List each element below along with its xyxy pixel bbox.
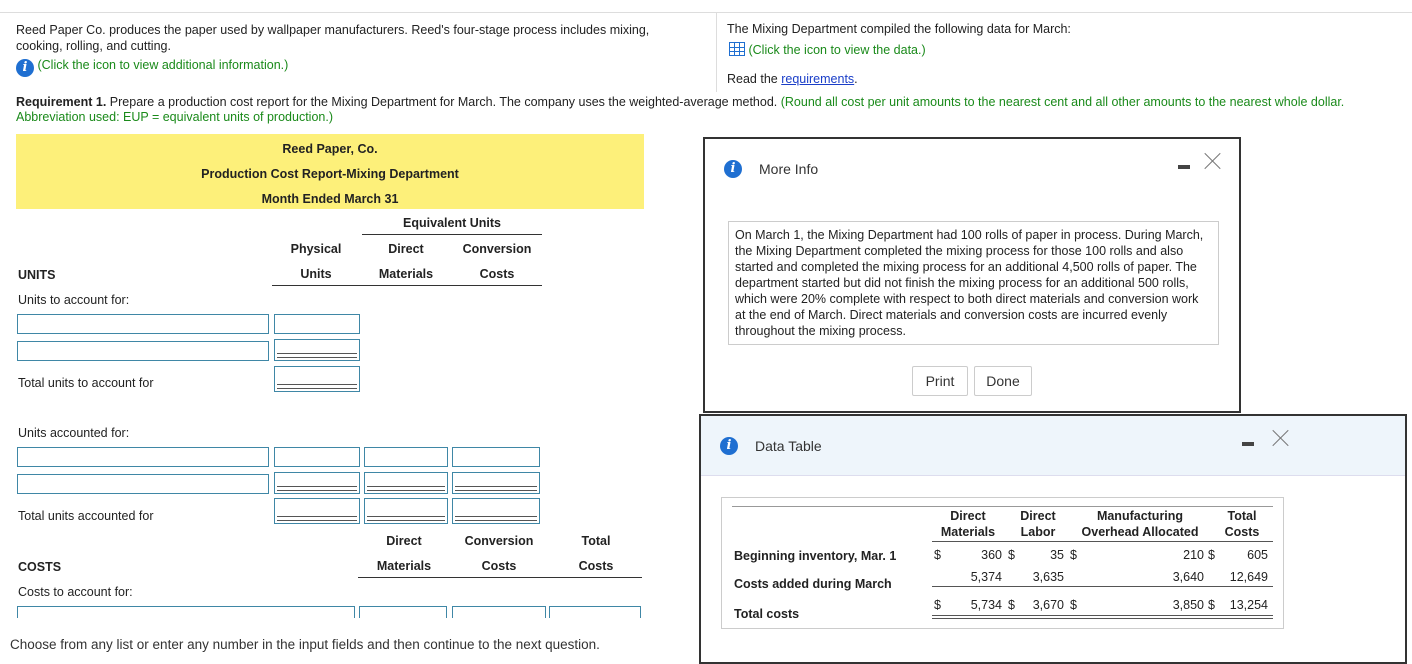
dm-header-line2: Materials — [940, 525, 996, 539]
intro-line-2: cooking, rolling, and cutting. — [16, 39, 171, 53]
costs-total-header: Total — [581, 534, 611, 548]
view-data-link[interactable] — [729, 42, 926, 57]
report-header — [16, 134, 644, 209]
minimize-icon[interactable] — [1242, 442, 1254, 446]
costs-header: Costs — [479, 267, 515, 281]
dollar-sign: $ — [1008, 548, 1015, 562]
conversion-header: Conversion — [462, 242, 532, 256]
row-label: Beginning inventory, Mar. 1 — [734, 549, 897, 563]
more-info-header — [705, 139, 1239, 199]
dollar-sign: $ — [1008, 598, 1015, 612]
units-to-account-label-input-1[interactable] — [17, 314, 269, 334]
total-units-accounted-physical-input[interactable] — [274, 498, 360, 524]
additional-info-text[interactable]: (Click the icon to view additional information.) — [37, 58, 289, 72]
requirements-link[interactable]: requirements — [781, 72, 855, 86]
subtotal-rule — [932, 586, 1273, 587]
row-total: 12,649 — [1229, 570, 1268, 584]
dollar-sign: $ — [1208, 548, 1215, 562]
costs-materials-header: Materials — [376, 559, 432, 573]
requirement-text: Prepare a production cost report for the Mixing Department for March. The company uses the weighted-average method. — [106, 95, 781, 109]
row-dl: 35 — [1050, 548, 1064, 562]
total-units-accounted-dm-input[interactable] — [364, 498, 448, 524]
units-accounted-physical-input-1[interactable] — [274, 447, 360, 467]
units-accounted-label-input-2[interactable] — [17, 474, 269, 494]
units-to-account-label: Units to account for: — [18, 293, 130, 307]
mo-header-line2: Overhead Allocated — [1081, 525, 1199, 539]
data-table-modal[interactable] — [699, 414, 1407, 664]
report-period: Month Ended March 31 — [261, 192, 399, 206]
row-label: Total costs — [734, 607, 800, 621]
units-accounted-dm-input-2[interactable] — [364, 472, 448, 494]
units-accounted-physical-input-2[interactable] — [274, 472, 360, 494]
row-dm: 5,374 — [970, 570, 1002, 584]
read-suffix: . — [854, 72, 858, 86]
more-info-modal[interactable] — [703, 137, 1241, 413]
equivalent-units-header: Equivalent Units — [403, 216, 501, 230]
row-mo: 3,850 — [1172, 598, 1204, 612]
row-dl: 3,670 — [1032, 598, 1064, 612]
mo-header — [1074, 508, 1206, 540]
data-table-top-rule — [732, 506, 1273, 507]
abbreviation-note: Abbreviation used: EUP = equivalent units of production.) — [16, 110, 333, 124]
header-rule — [932, 541, 1273, 542]
costs-costs-header: Costs — [481, 559, 517, 573]
costs-conversion-header: Conversion — [464, 534, 534, 548]
dl-header — [1012, 508, 1064, 540]
costs-total-costs-header: Costs — [578, 559, 614, 573]
units-header-rule — [272, 285, 542, 286]
costs-label-input[interactable] — [17, 606, 355, 618]
materials-header: Materials — [378, 267, 434, 281]
units-accounted-dm-input-1[interactable] — [364, 447, 448, 467]
read-prefix: Read the — [727, 72, 782, 86]
report-title: Production Cost Report-Mixing Department — [201, 167, 459, 181]
units-accounted-label-input-1[interactable] — [17, 447, 269, 467]
physical-header: Physical — [290, 242, 342, 256]
requirement-line — [16, 94, 1412, 110]
costs-header-rule — [358, 577, 642, 578]
row-dl: 3,635 — [1032, 570, 1064, 584]
report-company: Reed Paper, Co. — [282, 142, 378, 156]
units-to-account-physical-input-2[interactable] — [274, 339, 360, 361]
row-mo: 3,640 — [1172, 570, 1204, 584]
dollar-sign: $ — [934, 548, 941, 562]
close-icon[interactable] — [1272, 429, 1290, 447]
costs-direct-header: Direct — [386, 534, 422, 548]
mo-header-line1: Manufacturing — [1096, 509, 1184, 523]
units-accounted-cc-input-2[interactable] — [452, 472, 540, 494]
dollar-sign: $ — [1208, 598, 1215, 612]
total-units-to-account-input[interactable] — [274, 366, 360, 392]
total-units-to-account-label: Total units to account for — [18, 376, 154, 390]
row-label: Costs added during March — [734, 577, 892, 591]
row-dm: 360 — [981, 548, 1002, 562]
requirement-label: Requirement 1. — [16, 95, 107, 109]
more-info-icon: i — [724, 160, 742, 178]
row-mo: 210 — [1183, 548, 1204, 562]
close-icon[interactable] — [1204, 152, 1222, 170]
costs-cc-input[interactable] — [452, 606, 546, 618]
total-header — [1216, 508, 1268, 540]
more-info-title: More Info — [759, 161, 819, 177]
intro-text — [16, 22, 706, 54]
costs-total-input[interactable] — [549, 606, 641, 618]
data-table-header — [701, 416, 1405, 476]
units-to-account-physical-input-1[interactable] — [274, 314, 360, 334]
direct-header: Direct — [388, 242, 424, 256]
row-total: 13,254 — [1229, 598, 1268, 612]
dl-header-line2: Labor — [1020, 525, 1056, 539]
units-header: Units — [300, 267, 332, 281]
total-rule-1 — [932, 615, 1273, 616]
top-divider — [0, 12, 1412, 13]
minimize-icon[interactable] — [1178, 165, 1190, 169]
units-accounted-label: Units accounted for: — [18, 426, 130, 440]
info-icon[interactable]: i — [16, 59, 34, 77]
units-to-account-label-input-2[interactable] — [17, 341, 269, 361]
total-rule-2 — [932, 618, 1273, 619]
table-icon[interactable] — [729, 42, 745, 56]
dl-header-line1: Direct — [1020, 509, 1056, 523]
dollar-sign: $ — [1070, 548, 1077, 562]
additional-info-link[interactable] — [16, 58, 288, 77]
units-section-label: UNITS — [18, 268, 56, 282]
row-dm: 5,734 — [970, 598, 1002, 612]
dollar-sign: $ — [1070, 598, 1077, 612]
footer-instruction: Choose from any list or enter any number in the input fields and then continue to the next question. — [10, 637, 600, 652]
done-button[interactable]: Done — [974, 366, 1032, 396]
costs-dm-input[interactable] — [359, 606, 447, 618]
units-accounted-cc-input-1[interactable] — [452, 447, 540, 467]
costs-to-account-label: Costs to account for: — [18, 585, 133, 599]
data-intro: The Mixing Department compiled the following data for March: — [727, 22, 1071, 36]
dollar-sign: $ — [934, 598, 941, 612]
data-table-title: Data Table — [755, 438, 822, 454]
costs-section-label: COSTS — [18, 560, 62, 574]
total-header-line1: Total — [1227, 509, 1257, 523]
data-table-frame — [721, 497, 1284, 629]
intro-line-1: Reed Paper Co. produces the paper used by wallpaper manufacturers. Reed's four-stage process includes mixing, — [16, 23, 650, 37]
vertical-divider — [716, 12, 717, 92]
view-data-text[interactable]: (Click the icon to view the data.) — [748, 43, 926, 57]
read-requirements — [727, 72, 858, 86]
total-units-accounted-label: Total units accounted for — [18, 509, 154, 523]
data-table-icon: i — [720, 437, 738, 455]
dm-header-line1: Direct — [950, 509, 986, 523]
eq-units-rule — [362, 234, 542, 235]
total-header-line2: Costs — [1224, 525, 1260, 539]
print-button[interactable]: Print — [912, 366, 968, 396]
total-units-accounted-cc-input[interactable] — [452, 498, 540, 524]
dm-header — [934, 508, 1002, 540]
rounding-hint: (Round all cost per unit amounts to the nearest cent and all other amounts to the nearest whole dollar. — [780, 95, 1345, 109]
more-info-body: On March 1, the Mixing Department had 100 rolls of paper in process. During March, the Mixing Department completed the mixing process for those 100 rolls and also started and completed the mixing process for an additional 4,500 rolls of paper. The department started but did not finish the mixing process for an additional 500 rolls, which were 20% complete with respect to both direct materials and conversion work at the end of March. Direct materials and conversion costs are incurred evenly throughout the mixing process. — [728, 221, 1219, 345]
row-total: 605 — [1247, 548, 1268, 562]
